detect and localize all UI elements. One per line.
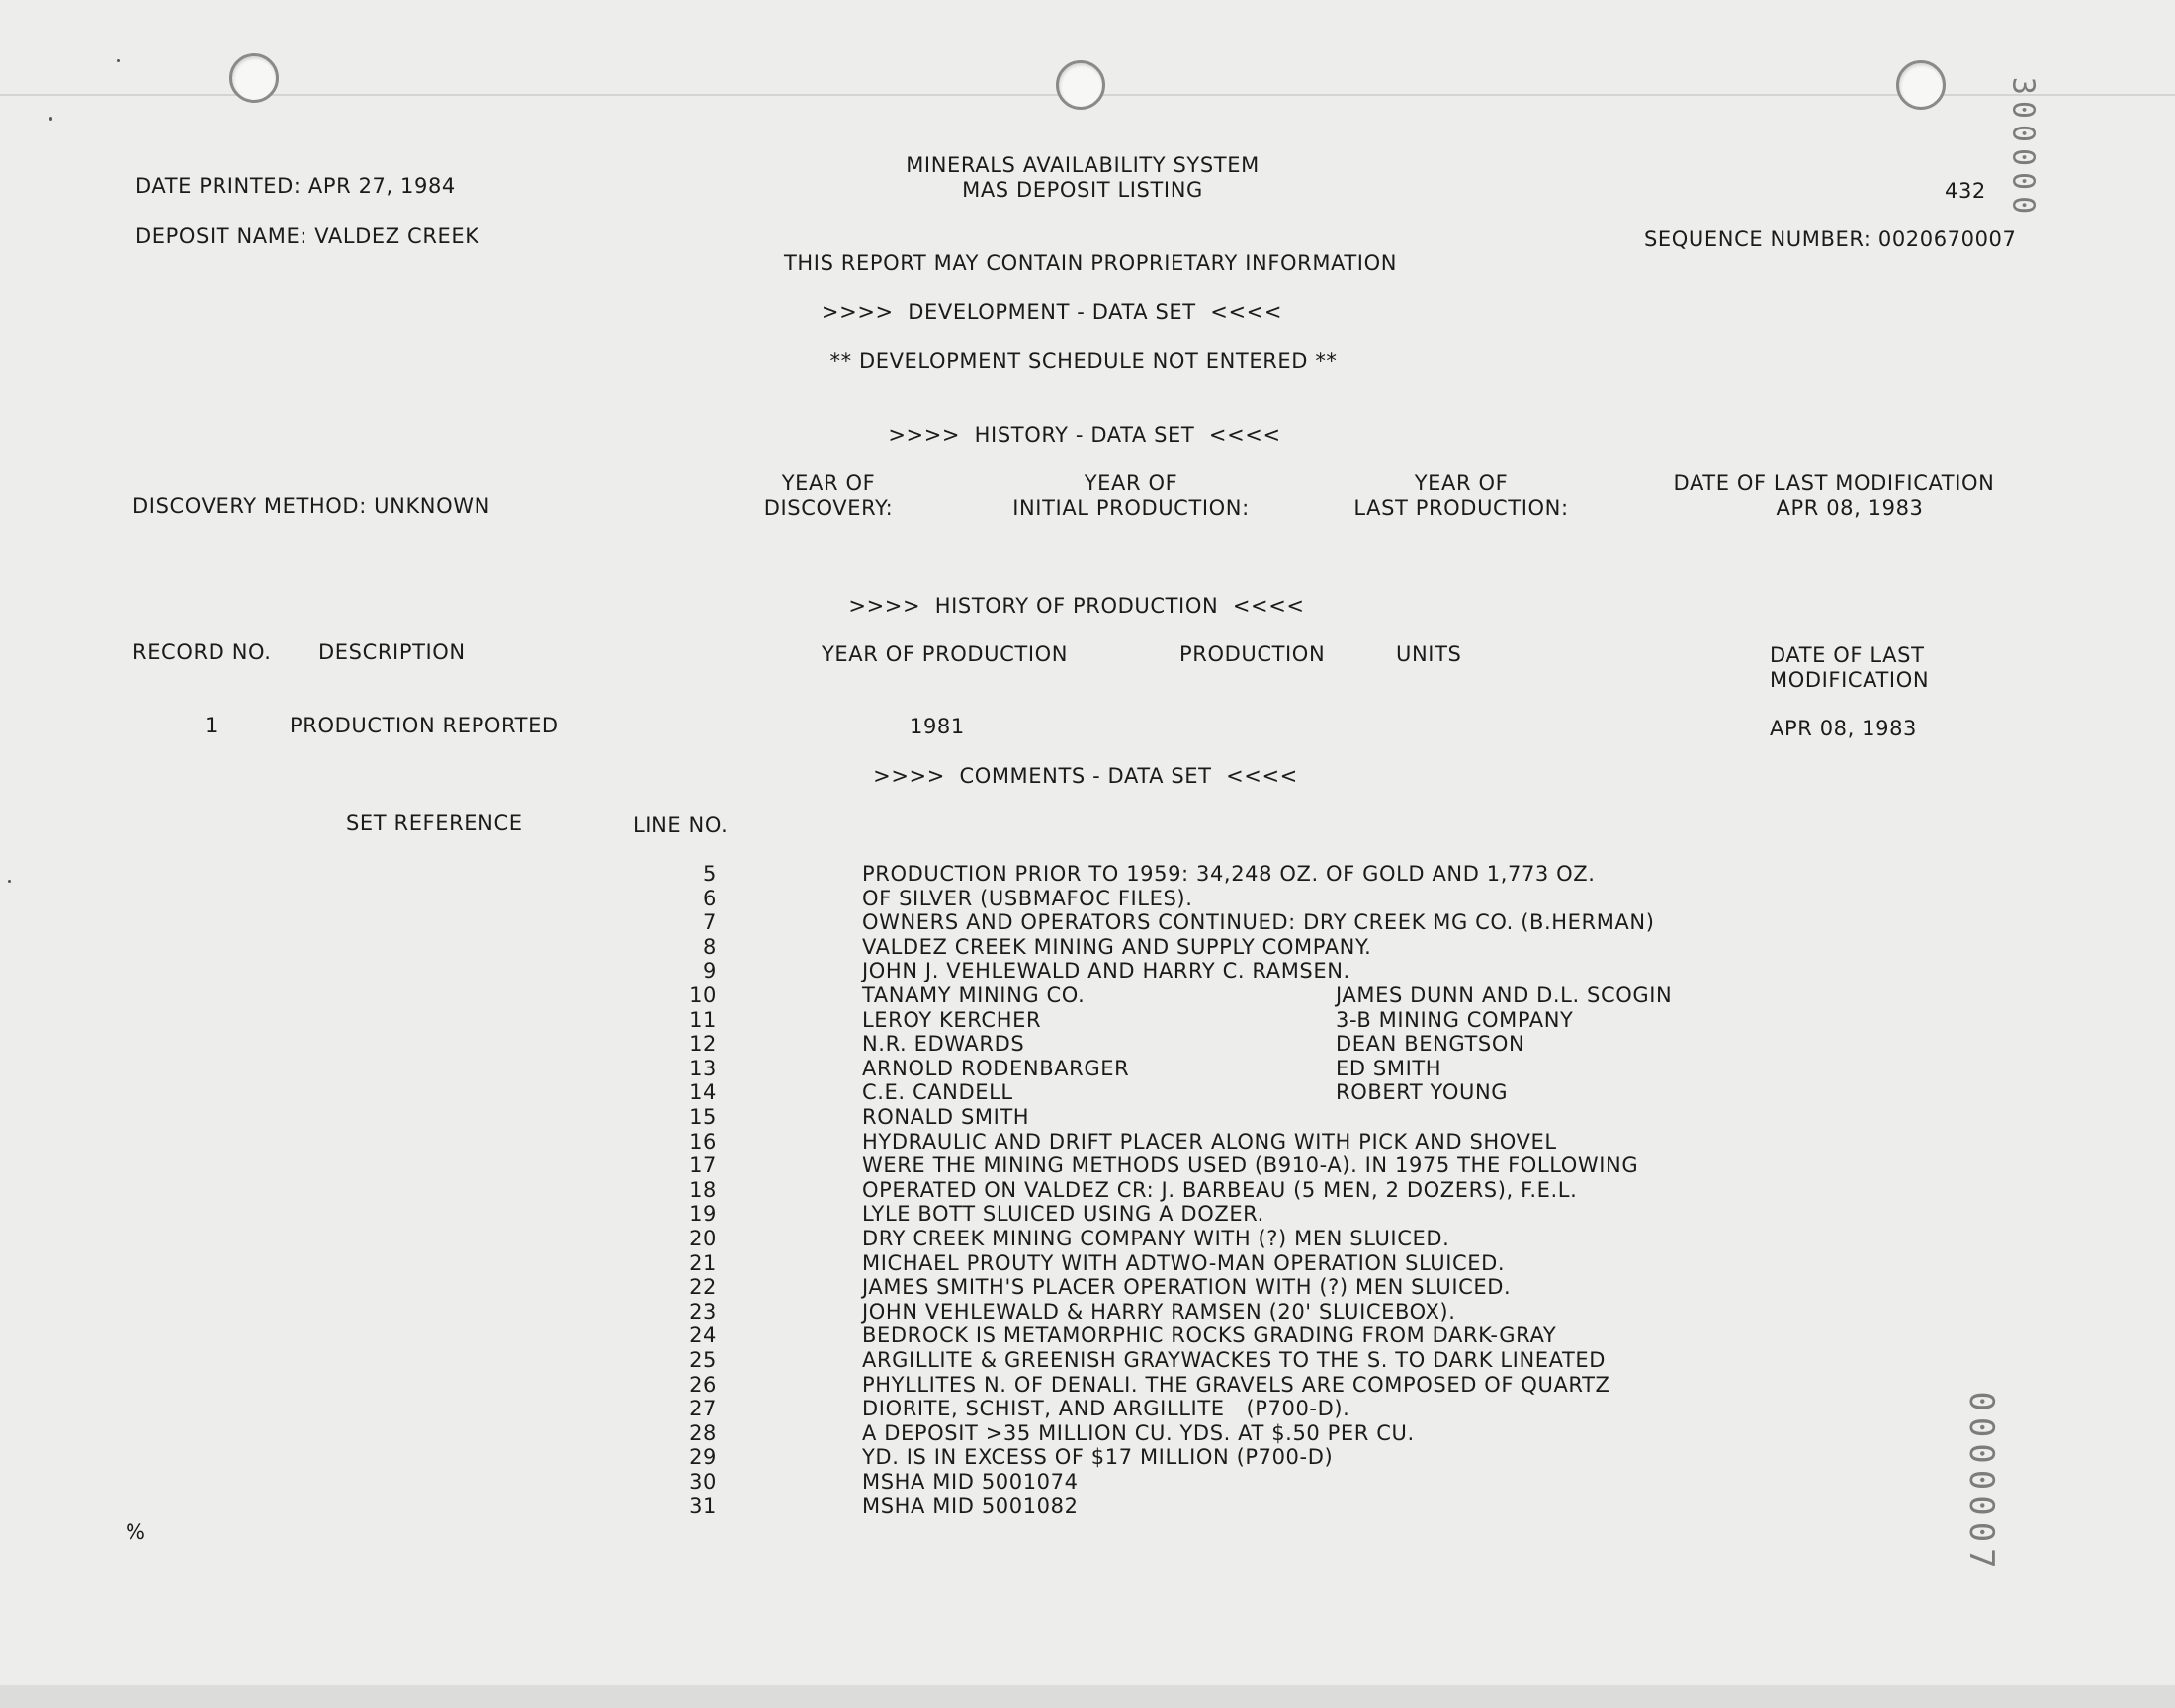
- system-title: MINERALS AVAILABILITY SYSTEM: [906, 153, 1260, 177]
- comment-line-number: 27: [689, 1397, 717, 1420]
- comment-line-number: 7: [703, 910, 717, 934]
- production-heading: >>>> HISTORY OF PRODUCTION <<<<: [848, 594, 1305, 618]
- comment-line-text: ARNOLD RODENBARGER: [862, 1057, 1130, 1080]
- year-discovery-label-2: DISCOVERY:: [763, 496, 894, 520]
- col-record-no: RECORD NO.: [132, 640, 272, 664]
- comment-line-number: 10: [689, 983, 717, 1007]
- scan-speck: [117, 59, 120, 62]
- comment-line-text: PHYLLITES N. OF DENALI. THE GRAVELS ARE COMPOSED OF QUARTZ: [862, 1373, 1610, 1397]
- comment-line-text-right: 3-B MINING COMPANY: [1336, 1008, 1574, 1032]
- comment-line-number: 21: [689, 1251, 717, 1275]
- page-bottom-edge: [0, 1685, 2175, 1708]
- comment-line-text-right: ROBERT YOUNG: [1336, 1080, 1509, 1104]
- production-year: 1981: [910, 715, 965, 738]
- col-last-modification-2: MODIFICATION: [1770, 668, 1930, 692]
- comment-line-text: ARGILLITE & GREENISH GRAYWACKES TO THE S. TO DARK LINEATED: [862, 1348, 1607, 1372]
- comment-line-text: MSHA MID 5001082: [862, 1494, 1079, 1518]
- year-initial-production-label-2: INITIAL PRODUCTION:: [1012, 496, 1250, 520]
- comment-line-text: TANAMY MINING CO.: [862, 983, 1086, 1007]
- top-right-stamp: 300000: [2005, 76, 2041, 220]
- last-modification-value: APR 08, 1983: [1776, 496, 1924, 520]
- comment-line-number: 22: [689, 1275, 717, 1299]
- comment-line-number: 5: [703, 862, 717, 886]
- comment-line-number: 20: [689, 1227, 717, 1250]
- comments-heading: >>>> COMMENTS - DATA SET <<<<: [873, 764, 1298, 788]
- comment-line-text: JOHN J. VEHLEWALD AND HARRY C. RAMSEN.: [862, 959, 1350, 982]
- development-status: ** DEVELOPMENT SCHEDULE NOT ENTERED **: [829, 349, 1338, 373]
- comment-line-text: RONALD SMITH: [862, 1105, 1030, 1129]
- comment-line-number: 19: [689, 1202, 717, 1226]
- bottom-right-stamp: 0000007: [1961, 1391, 2001, 1575]
- comment-line-number: 30: [689, 1470, 717, 1494]
- last-modification-label: DATE OF LAST MODIFICATION: [1673, 471, 1995, 495]
- comment-line-text: PRODUCTION PRIOR TO 1959: 34,248 OZ. OF GOLD AND 1,773 OZ.: [862, 862, 1596, 886]
- year-discovery-label: YEAR OF: [781, 471, 876, 495]
- year-initial-production-label: YEAR OF: [1084, 471, 1178, 495]
- comment-line-text: WERE THE MINING METHODS USED (B910-A). IN 1975 THE FOLLOWING: [862, 1153, 1639, 1177]
- page-number: 432: [1945, 179, 1986, 203]
- proprietary-notice: THIS REPORT MAY CONTAIN PROPRIETARY INFORMATION: [783, 251, 1398, 275]
- comment-line-text: C.E. CANDELL: [862, 1080, 1013, 1104]
- comment-line-number: 9: [703, 959, 717, 982]
- comment-line-text: YD. IS IN EXCESS OF $17 MILLION (P700-D): [862, 1445, 1334, 1469]
- comment-line-number: 31: [689, 1494, 717, 1518]
- comment-line-number: 25: [689, 1348, 717, 1372]
- comment-line-text-right: DEAN BENGTSON: [1336, 1032, 1525, 1056]
- comment-line-text: HYDRAULIC AND DRIFT PLACER ALONG WITH PICK AND SHOVEL: [862, 1130, 1557, 1153]
- comment-line-number: 24: [689, 1324, 717, 1347]
- comment-line-text: VALDEZ CREEK MINING AND SUPPLY COMPANY.: [862, 935, 1372, 959]
- comment-line-number: 13: [689, 1057, 717, 1080]
- comment-line-text: A DEPOSIT >35 MILLION CU. YDS. AT $.50 PER CU.: [862, 1421, 1415, 1445]
- discovery-method: DISCOVERY METHOD: UNKNOWN: [132, 494, 490, 518]
- comment-line-text: JAMES SMITH'S PLACER OPERATION WITH (?) MEN SLUICED.: [862, 1275, 1512, 1299]
- col-year-of-production: YEAR OF PRODUCTION: [822, 642, 1069, 666]
- comment-line-text: LEROY KERCHER: [862, 1008, 1042, 1032]
- year-last-production-label-2: LAST PRODUCTION:: [1353, 496, 1569, 520]
- comment-line-text: LYLE BOTT SLUICED USING A DOZER.: [862, 1202, 1264, 1226]
- comment-line-text: BEDROCK IS METAMORPHIC ROCKS GRADING FROM DARK-GRAY: [862, 1324, 1557, 1347]
- scan-speck: [8, 880, 11, 883]
- comment-line-text: DIORITE, SCHIST, AND ARGILLITE (P700-D).: [862, 1397, 1350, 1420]
- comment-line-number: 11: [689, 1008, 717, 1032]
- col-units: UNITS: [1396, 642, 1462, 666]
- listing-title: MAS DEPOSIT LISTING: [962, 178, 1203, 202]
- comment-line-number: 15: [689, 1105, 717, 1129]
- comment-line-text: DRY CREEK MINING COMPANY WITH (?) MEN SLUICED.: [862, 1227, 1450, 1250]
- scan-speck: [49, 117, 52, 121]
- comment-line-text: MSHA MID 5001074: [862, 1470, 1079, 1494]
- col-last-modification: DATE OF LAST: [1770, 643, 1925, 667]
- comment-line-text: N.R. EDWARDS: [862, 1032, 1025, 1056]
- comment-line-text: OWNERS AND OPERATORS CONTINUED: DRY CREEK MG CO. (B.HERMAN): [862, 910, 1655, 934]
- comment-line-number: 14: [689, 1080, 717, 1104]
- col-set-reference: SET REFERENCE: [346, 811, 523, 835]
- comment-line-number: 18: [689, 1178, 717, 1202]
- comment-line-text-right: JAMES DUNN AND D.L. SCOGIN: [1336, 983, 1673, 1007]
- comment-line-number: 6: [703, 887, 717, 910]
- binder-hole-right: [1896, 60, 1946, 110]
- production-last-modification: APR 08, 1983: [1770, 717, 1918, 740]
- col-description: DESCRIPTION: [318, 640, 466, 664]
- comment-line-text: MICHAEL PROUTY WITH ADTWO-MAN OPERATION SLUICED.: [862, 1251, 1506, 1275]
- date-printed: DATE PRINTED: APR 27, 1984: [135, 174, 456, 198]
- comment-line-number: 28: [689, 1421, 717, 1445]
- comment-line-number: 26: [689, 1373, 717, 1397]
- comment-line-text: JOHN VEHLEWALD & HARRY RAMSEN (20' SLUICEBOX).: [862, 1300, 1456, 1324]
- col-production: PRODUCTION: [1179, 642, 1326, 666]
- production-description: PRODUCTION REPORTED: [290, 714, 559, 737]
- comment-line-text-right: ED SMITH: [1336, 1057, 1442, 1080]
- comment-line-number: 23: [689, 1300, 717, 1324]
- sequence-number: SEQUENCE NUMBER: 0020670007: [1644, 227, 2017, 251]
- comment-line-number: 17: [689, 1153, 717, 1177]
- comment-line-number: 29: [689, 1445, 717, 1469]
- deposit-name: DEPOSIT NAME: VALDEZ CREEK: [135, 224, 479, 248]
- development-heading: >>>> DEVELOPMENT - DATA SET <<<<: [821, 300, 1283, 324]
- history-heading: >>>> HISTORY - DATA SET <<<<: [888, 423, 1281, 447]
- comment-line-number: 8: [703, 935, 717, 959]
- comment-line-text: OF SILVER (USBMAFOC FILES).: [862, 887, 1193, 910]
- production-record-no: 1: [205, 714, 218, 737]
- col-line-no: LINE NO.: [633, 813, 729, 837]
- binder-hole-center: [1056, 60, 1105, 110]
- comment-line-number: 16: [689, 1130, 717, 1153]
- year-last-production-label: YEAR OF: [1414, 471, 1509, 495]
- percent-mark: %: [126, 1520, 146, 1544]
- comment-line-number: 12: [689, 1032, 717, 1056]
- binder-hole-left: [229, 53, 279, 103]
- comment-line-text: OPERATED ON VALDEZ CR: J. BARBEAU (5 MEN, 2 DOZERS), F.E.L.: [862, 1178, 1578, 1202]
